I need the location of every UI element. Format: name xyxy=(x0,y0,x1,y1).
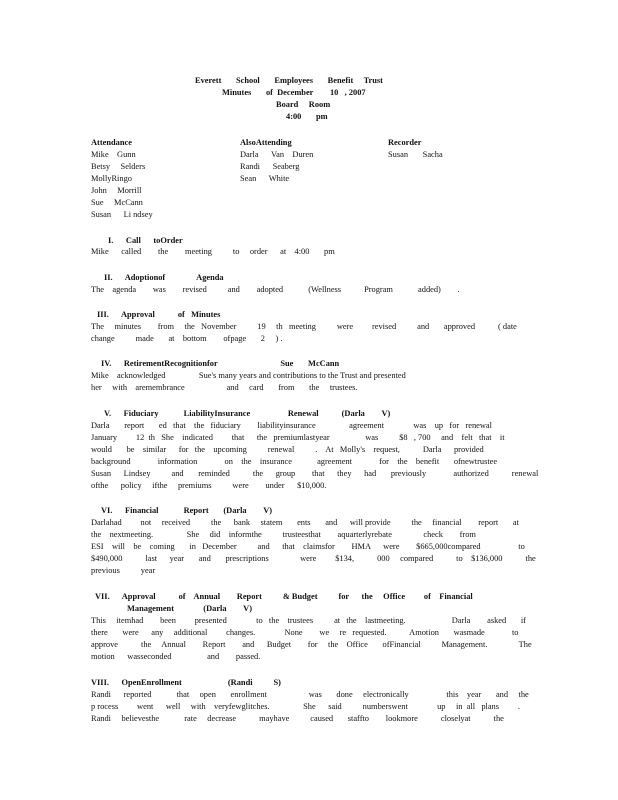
doc-title-line3: Board Room xyxy=(276,100,331,109)
attendee: Sue McCann xyxy=(91,198,143,207)
section-heading: I. Call toOrder xyxy=(108,236,183,245)
section-heading: VI. Financial Report (Darla V) xyxy=(101,506,273,515)
section-text: Darlahad not received the bank statem ents and will provide the financial report at xyxy=(91,518,519,527)
doc-title-line2: Minutes of December 10 , 2007 xyxy=(222,88,366,97)
section-text: $490,000 last year and prescriptions were $134, 000 compared to $136,000 the xyxy=(91,554,536,563)
attendee: Mike Gunn xyxy=(91,150,136,159)
attendee: Susan Li ndsey xyxy=(91,210,153,219)
section-text: January 12 th She indicated that the premiumlastyear was $8 , 700 and felt that it xyxy=(91,433,505,442)
also-attending-person: Darla Van Duren xyxy=(240,150,314,159)
section-text: The minutes from the November 19 th meeting were revised and approved ( date xyxy=(91,322,517,331)
section-text: approve the Annual Report and Budget for the Office ofFinancial Management. The xyxy=(91,640,532,649)
section-heading-cont: Management (Darla V) xyxy=(127,604,252,613)
attendee: MollyRingo xyxy=(91,174,132,183)
section-heading: V. Fiduciary LiabilityInsurance Renewal (Darla V) xyxy=(104,409,391,418)
section-text: The agenda was revised and adopted (Wellness Program added) . xyxy=(91,285,460,294)
section-text: ofthe policy ifthe premiums were under $10,000. xyxy=(91,481,327,490)
attendance-heading: Attendance xyxy=(91,138,132,147)
recorder-name: Susan Sacha xyxy=(388,150,443,159)
attendee: Betsy Selders xyxy=(91,162,146,171)
section-text: This itemhad been presented to the trustees at the lastmeeting. Darla asked if xyxy=(91,616,526,625)
section-text: ESI will be coming in December and that claimsfor HMA were $665,000compared to xyxy=(91,542,525,551)
also-attending-heading: AlsoAttending xyxy=(240,138,292,147)
doc-title-line1: Everett School Employees Benefit Trust xyxy=(195,76,383,85)
section-text: background information on the insurance agreement for the benefit ofnewtrustee xyxy=(91,457,498,466)
section-text: change made at bottom ofpage 2 ) . xyxy=(91,334,283,343)
section-text: Mike acknowledged Sue's many years and contributions to the Trust and presented xyxy=(91,371,406,380)
section-text: there were any additional changes. None we re requested. Amotion wasmade to xyxy=(91,628,519,637)
section-heading: VII. Approval of Annual Report & Budget for the Office of Financial xyxy=(95,592,473,601)
doc-title-line4: 4:00 pm xyxy=(286,112,328,121)
section-text: Darla report ed that the fiduciary liabilityinsurance agreement was up for renewal xyxy=(91,421,492,430)
section-text: Mike called the meeting to order at 4:00 pm xyxy=(91,247,335,256)
section-text: the nextmeeting. She did informthe trusteesthat aquarterlyrebate check from xyxy=(91,530,476,539)
section-text: motion wasseconded and passed. xyxy=(91,652,261,661)
section-text: Susan Lindsey and reminded the group that they had previously authorized renewal xyxy=(91,469,539,478)
section-heading: VIII. OpenEnrollment (Randi S) xyxy=(91,678,281,687)
section-heading: II. Adoptionof Agenda xyxy=(104,273,224,282)
section-heading: III. Approval of Minutes xyxy=(97,310,221,319)
also-attending-person: Sean White xyxy=(240,174,290,183)
section-text: previous year xyxy=(91,566,156,575)
also-attending-person: Randi Seaberg xyxy=(240,162,300,171)
section-text: her with aremembrance and card from the trustees. xyxy=(91,383,358,392)
recorder-heading: Recorder xyxy=(388,138,422,147)
section-text: Randi believesthe rate decrease mayhave caused staffto lookmore closelyat the xyxy=(91,714,504,723)
attendee: John Morrill xyxy=(91,186,142,195)
section-text: p rocess went well with veryfewglitches. She said numberswent up in all plans . xyxy=(91,702,520,711)
section-text: Randi reported that open enrollment was done electronically this year and the xyxy=(91,690,529,699)
section-text: would be similar for the upcoming renewal . At Molly's request, Darla provided xyxy=(91,445,484,454)
section-heading: IV. RetirementRecognitionfor Sue McCann xyxy=(101,359,340,368)
